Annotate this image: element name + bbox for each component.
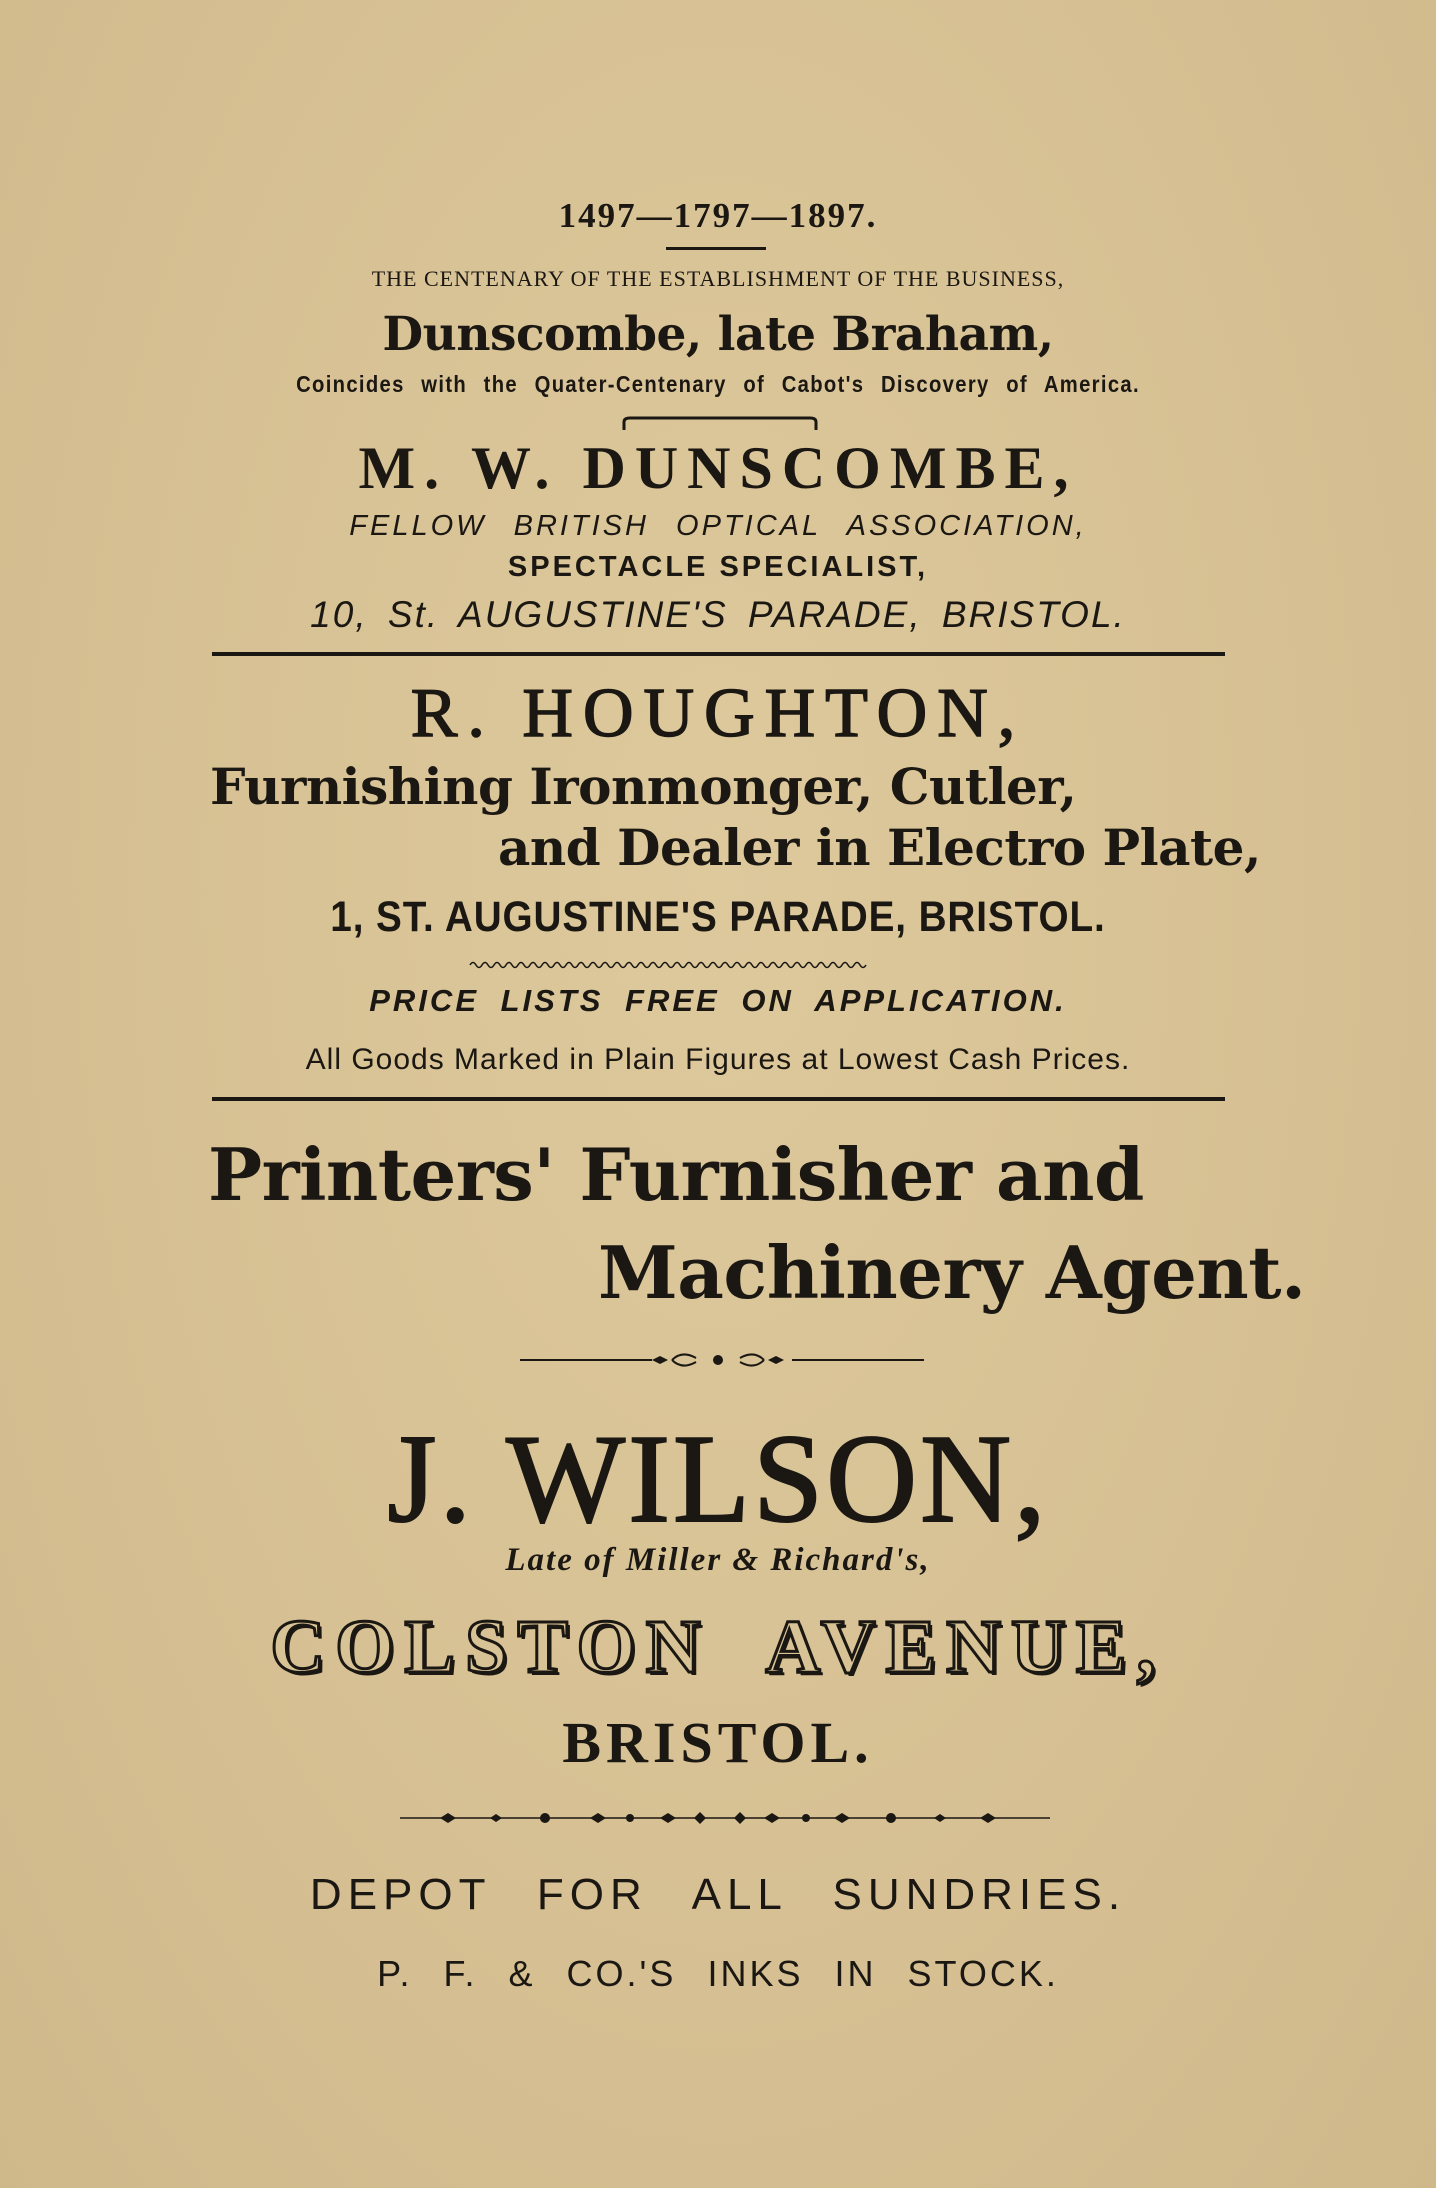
depot-line: DEPOT FOR ALL SUNDRIES. [309,1870,1127,1919]
divider-2 [212,1097,1225,1101]
specialist-line: SPECTACLE SPECIALIST, [507,551,929,583]
wilson-heading-line1: Printers' Furnisher and [208,1132,1144,1217]
wavy-rule [0,958,1436,972]
inks-line: P. F. & CO.'S INKS IN STOCK. [377,1953,1059,1994]
fellow-line: FELLOW BRITISH OPTICAL ASSOCIATION, [349,510,1087,542]
houghton-address: 1, ST. AUGUSTINE'S PARADE, BRISTOL. [330,893,1106,941]
years-underline [666,247,766,250]
dunscombe-address: 10, St. AUGUSTINE'S PARADE, BRISTOL. [310,594,1126,635]
wilson-heading-line2: Machinery Agent. [598,1230,1306,1315]
houghton-trade-line2: and Dealer in Electro Plate, [498,818,1261,877]
firm-name: Dunscombe, late Braham, [382,307,1054,362]
coincides-line: Coincides with the Quater-Centenary of Cabot's Discovery of America. [296,371,1140,397]
price-lists-line: PRICE LISTS FREE ON APPLICATION. [369,983,1067,1018]
wilson-name: J. WILSON, [387,1410,1049,1549]
centenary-line: THE CENTENARY OF THE ESTABLISHMENT OF THE BUSINESS, [371,266,1065,291]
divider-1 [212,652,1225,656]
houghton-trade-line1: Furnishing Ironmonger, Cutler, [210,757,1077,816]
goods-line: All Goods Marked in Plain Figures at Lowest Cash Prices. [305,1043,1131,1076]
dunscombe-name: M. W. DUNSCOMBE, [358,435,1078,501]
city-line: BRISTOL. [562,1710,874,1775]
years-heading: 1497—1797—1897. [558,196,878,235]
ornament-rule-2 [0,1806,1436,1830]
ornament-rule-1 [0,1348,1436,1372]
late-of-line: Late of Miller & Richard's, [505,1542,931,1578]
street-line: COLSTON AVENUE, [270,1605,1166,1689]
houghton-name: R. HOUGHTON, [410,675,1026,752]
